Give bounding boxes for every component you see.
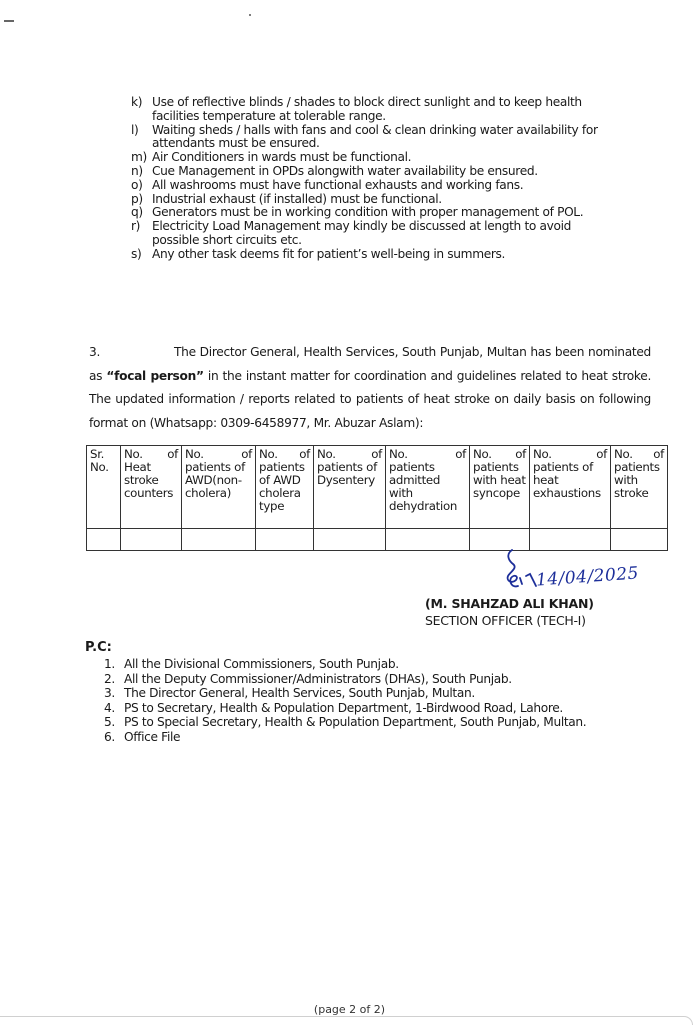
col-header-awd-non-cholera: No. of patients of AWD(non-cholera) [182, 446, 256, 529]
list-item [104, 701, 586, 716]
item-label: n) [131, 163, 143, 178]
item-text: Cue Management in OPDs alongwith water availability be ensured. [152, 163, 538, 178]
item-text: Any other task deems fit for patient’s well-being in summers. [152, 246, 506, 261]
list-item [131, 165, 611, 179]
list-item [104, 657, 586, 672]
item-text: All the Divisional Commissioners, South Punjab. [124, 657, 399, 671]
item-label: l) [131, 122, 139, 137]
table-header-row [87, 446, 668, 529]
item-label: m) [131, 150, 147, 165]
col-header-sr-no: Sr. No. [87, 446, 121, 529]
item-text: All washrooms must have functional exhausts and working fans. [152, 177, 524, 192]
reporting-format-table [86, 445, 668, 551]
list-item [104, 672, 586, 687]
paragraph-3 [89, 341, 651, 436]
item-number: 5. [104, 715, 115, 729]
pc-recipient-list [104, 657, 586, 744]
item-text: Use of reflective blinds / shades to block direct sunlight and to keep health facilities temperature at tolerable range. [152, 95, 582, 123]
col-header-awd-cholera: No. of patients of AWD cholera type [256, 446, 314, 529]
item-text: PS to Special Secretary, Health & Population Department, South Punjab, Multan. [124, 715, 587, 729]
item-label: p) [131, 191, 143, 206]
col-header-stroke: No. of patients with stroke [611, 446, 668, 529]
table-cell [314, 529, 386, 551]
item-label: r) [131, 219, 141, 234]
list-item [131, 193, 611, 207]
table-cell [87, 529, 121, 551]
list-item [131, 220, 611, 248]
item-text: Generators must be in working condition with proper management of POL. [152, 205, 584, 220]
item-number: 6. [104, 729, 115, 744]
table-cell [611, 529, 668, 551]
signatory-designation: SECTION OFFICER (TECH-I) [425, 613, 586, 628]
item-label: q) [131, 205, 143, 220]
list-item [104, 730, 586, 745]
table-cell [530, 529, 611, 551]
scan-mark [4, 20, 14, 22]
table-cell [121, 529, 182, 551]
col-header-heat-exhaustions: No. of patients of heat exhaustions [530, 446, 611, 529]
table-cell [256, 529, 314, 551]
item-label: k) [131, 95, 143, 109]
item-text: Office File [124, 729, 181, 744]
col-header-heat-syncope: No. of patients with heat syncope [470, 446, 530, 529]
item-text: Electricity Load Management may kindly be discussed at length to avoid possible short circuits etc. [152, 219, 572, 247]
table-cell [386, 529, 470, 551]
list-item [131, 206, 611, 220]
col-header-dysentery: No. of patients of Dysentery [314, 446, 386, 529]
col-header-heat-stroke-counters: No. of Heat stroke counters [121, 446, 182, 529]
list-item [131, 124, 611, 152]
item-text: Industrial exhaust (if installed) must be functional. [152, 191, 442, 206]
signature-scribble-icon [500, 548, 540, 593]
paragraph-number: 3. [89, 345, 101, 359]
item-label: s) [131, 246, 142, 261]
list-item [131, 96, 611, 124]
list-item [131, 248, 611, 262]
paragraph-text-cont: in the instant matter for coordination and guidelines related to heat stroke. The updated information / reports related to patients of heat stroke on daily basis on following format on (Whatsapp: 0309-6458977, Mr. Abuzar Aslam): [89, 368, 652, 431]
item-text: Air Conditioners in wards must be functional. [152, 150, 412, 165]
item-number: 1. [104, 657, 115, 671]
page-number: (page 2 of 2) [313, 1003, 386, 1016]
paragraph-text: The Director General, Health Services, South Punjab, Multan has been nominated as [89, 345, 651, 383]
item-number: 3. [104, 686, 115, 700]
item-number: 4. [104, 700, 115, 715]
focal-person-emphasis: “focal person” [106, 368, 204, 383]
col-header-dehydration: No. of patients admitted with dehydration [386, 446, 470, 529]
list-item [104, 715, 586, 730]
item-label: o) [131, 177, 143, 192]
item-text: PS to Secretary, Health & Population Department, 1-Birdwood Road, Lahore. [124, 700, 563, 715]
item-text: Waiting sheds / halls with fans and cool & clean drinking water availability for attendants must be ensured. [152, 122, 598, 151]
instruction-list [131, 96, 611, 262]
scan-speck [249, 14, 251, 16]
item-number: 2. [104, 671, 115, 686]
item-text: All the Deputy Commissioner/Administrators (DHAs), South Punjab. [124, 671, 512, 686]
list-item [131, 179, 611, 193]
table-row [87, 529, 668, 551]
list-item [131, 151, 611, 165]
list-item [104, 686, 586, 701]
table-cell [182, 529, 256, 551]
pc-heading: P.C: [85, 640, 112, 655]
signatory-name: (M. SHAHZAD ALI KHAN) [425, 596, 594, 611]
item-text: The Director General, Health Services, South Punjab, Multan. [124, 686, 475, 700]
signature-date: 14/04/2025 [535, 563, 640, 591]
